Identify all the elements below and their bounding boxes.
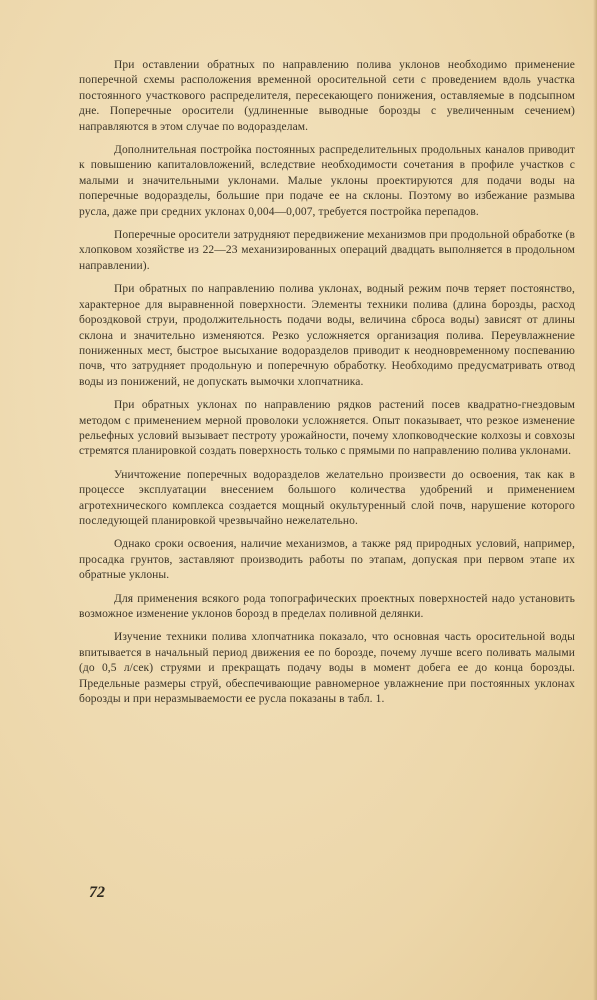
paragraph: Изучение техники полива хлопчатника показало, что основная часть оросительной воды впитывается в начальный период движения ее по борозде, почему лучше всего поливать малыми (до 0,5 л/сек) струями и прекращать подачу воды в момент добега ее до конца борозды. Предельные размеры струй, обеспечивающие равномерное увлажнение при постоянных уклонах борозды и при неразмываемости ее русла показаны в табл. 1.	[79, 631, 575, 706]
paragraph: Уничтожение поперечных водоразделов желательно произвести до освоения, так как в процессе эксплуатации внесением большого количества удобрений и применением агротехнического комплекса создается мощный окультуренный слой почв, нарушение которого последующей планировкой чрезвычайно нежелательно.	[79, 468, 575, 527]
paragraph: Для применения всякого рода топографических проектных поверхностей надо установить возможное изменение уклонов борозд в пределах поливной делянки.	[79, 592, 575, 620]
paragraph: Дополнительная постройка постоянных распределительных продольных каналов приводит к повышению капиталовложений, вследствие необходимости сочетания в профиле участков с малыми и значительными уклонами. Малые уклоны проектируются для подачи воды на поперечные водоразделы, большие при подаче ее на склоны. Поэтому во избежание размыва русла, даже при средних уклонах 0,004—0,007, требуется постройка перепадов.	[79, 144, 575, 218]
paragraph: При обратных уклонах по направлению рядков растений посев квадратно-гнездовым методом с применением мерной проволоки усложняется. Опыт показывает, что резкое изменение рельефных условий вызывает пестроту урожайности, почему хлопководческие колхозы и совхозы стремятся планировкой создать поверхность только с прямыми по направлению полива уклонами.	[79, 399, 575, 458]
paragraph: Однако сроки освоения, наличие механизмов, а также ряд природных условий, например, просадка грунтов, заставляют производить работы по этапам, допуская при первом этапе их обратные уклоны.	[79, 538, 575, 582]
paragraph: Поперечные оросители затрудняют передвижение механизмов при продольной обработке (в хлопковом хозяйстве из 22—23 механизированных операций двадцать выполняется в продольном направлении).	[79, 229, 575, 272]
page-edge-shadow	[593, 0, 597, 1000]
paragraph: При оставлении обратных по направлению полива уклонов необходимо применение поперечной схемы расположения временной оросительной сети с проведением вдоль участка постоянного участкового распределителя, пересекающего понижения, оставляемые в подсыпном дне. Поперечные оросители (удлиненные выводные борозды с увеличенным сечением) направляются в этом случае по водоразделам.	[79, 59, 575, 133]
paragraph: При обратных по направлению полива уклонах, водный режим почв теряет постоянство, характерное для выравненной поверхности. Элементы техники полива (длина борозды, расход бороздковой струи, продолжительность подачи воды, величина сброса воды) зависят от длины склона и значительно изменяются. Резко усложняется организация полива. Переувлажнение пониженных мест, быстрое высыхание водоразделов приводит к неодновременному поспеванию почв, что затрудняет продольную и поперечную обработку. Необходимо предусматривать отвод воды из понижений, не допускать вымочки хлопчатника.	[79, 283, 575, 388]
page-number: 72	[89, 884, 105, 901]
body-text	[79, 58, 575, 715]
